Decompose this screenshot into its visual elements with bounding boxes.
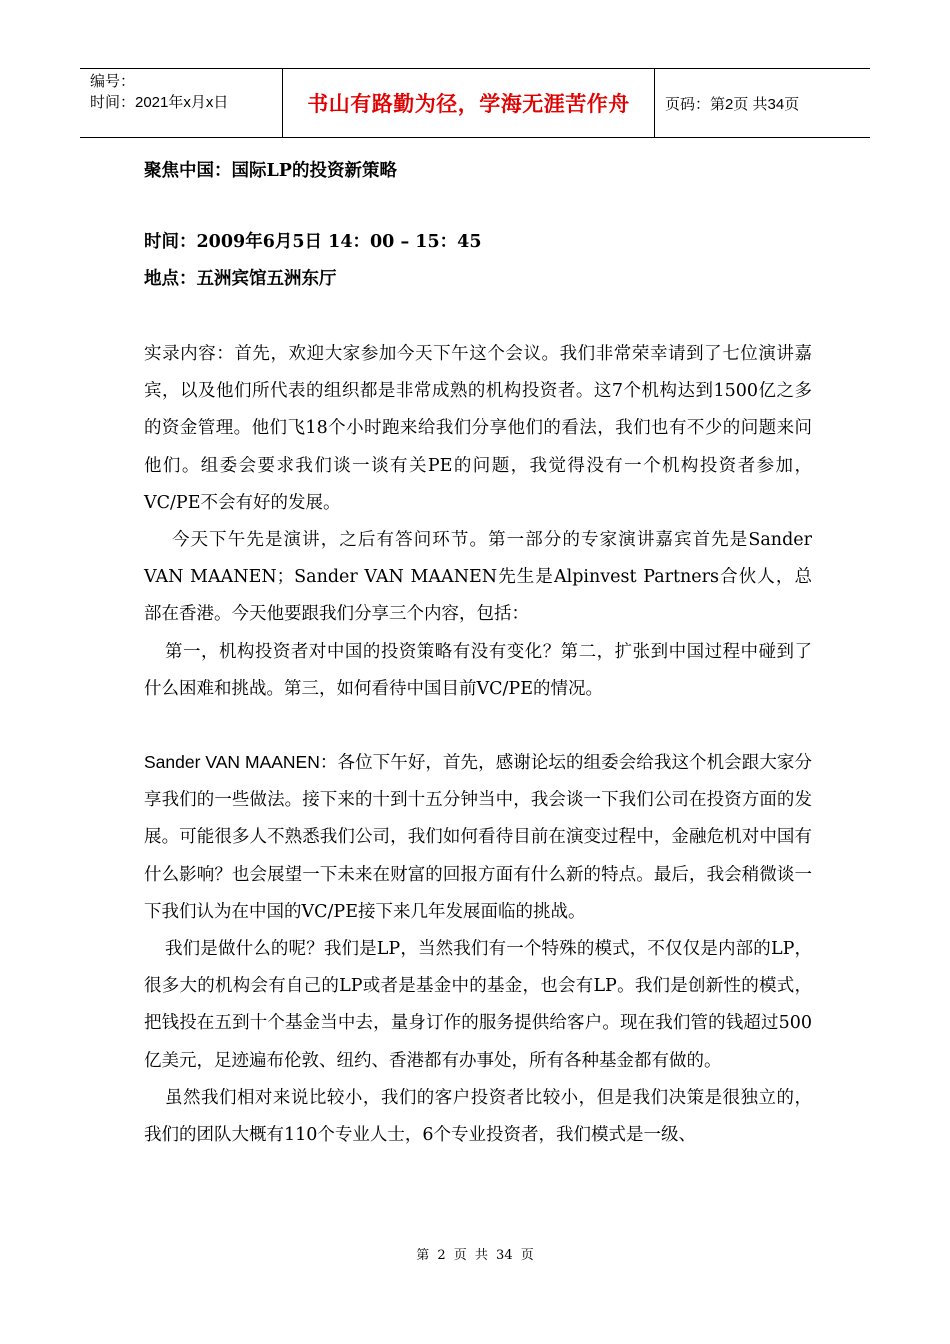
header-motto: 书山有路勤为径，学海无涯苦作舟 (282, 69, 655, 137)
header-info-cell (80, 69, 282, 137)
header-page-code: 页码：第2页 共34页 (665, 95, 800, 113)
number-label: 编号： (90, 73, 136, 90)
paragraph-agenda: 今天下午先是演讲，之后有答问环节。第一部分的专家演讲嘉宾首先是Sander VAN MAANEN；Sander VAN MAANEN先生是Alpinvest Partners合伙人，总部在香港。今天他要跟我们分享三个内容，包括： (144, 530, 812, 625)
speech-opening-text: 各位下午好，首先，感谢论坛的组委会给我这个机会跟大家分享我们的一些做法。接下来的十到十五分钟当中，我会谈一下我们公司在投资方面的发展。可能很多人不熟悉我们公司，我们如何看待目前在演变过程中，金融危机对中国有什么影响？也会展望一下未来在财富的回报方面有什么新的特点。最后，我会稍微谈一下我们认为在中国的VC/PE接下来几年发展面临的挑战。 (144, 753, 812, 922)
document-body (144, 152, 812, 1154)
page-header (80, 68, 870, 138)
paragraph-intro: 实录内容：首先，欢迎大家参加今天下午这个会议。我们非常荣幸请到了七位演讲嘉宾，以及他们所代表的组织都是非常成熟的机构投资者。这7个机构达到1500亿之多的资金管理。他们飞18个小时跑来给我们分享他们的看法，我们也有不少的问题来问他们。组委会要求我们谈一谈有关PE的问题，我觉得没有一个机构投资者参加，VC/PE不会有好的发展。 (144, 344, 812, 513)
date-line: 时间：2021年x月x日 (90, 94, 229, 111)
paragraph-team: 虽然我们相对来说比较小，我们的客户投资者比较小，但是我们决策是很独立的，我们的团队大概有110个专业人士，6个专业投资者，我们模式是一级、 (144, 1087, 812, 1146)
paragraph-who-we-are: 我们是做什么的呢？我们是LP，当然我们有一个特殊的模式，不仅仅是内部的LP，很多大的机构会有自己的LP或者是基金中的基金，也会有LP。我们是创新性的模式，把钱投在五到十个基金当中去，量身订作的服务提供给客户。现在我们管的钱超过500亿美元，足迹遍布伦敦、纽约、香港都有办事处，所有各种基金都有做的。 (144, 939, 812, 1071)
event-location: 地点：五洲宾馆五洲东厅 (144, 269, 337, 289)
page-footer: 第 2 页 共 34 页 (416, 1248, 534, 1263)
paragraph-topics: 第一，机构投资者对中国的投资策略有没有变化？第二，扩张到中国过程中碰到了什么困难和挑战。第三，如何看待中国目前VC/PE的情况。 (144, 641, 812, 699)
document-title: 聚焦中国：国际LP的投资新策略 (144, 161, 397, 181)
event-time: 时间：2009年6月5日 14：00 – 15：45 (144, 232, 482, 252)
speaker-name: Sander VAN MAANEN： (144, 752, 338, 773)
paragraph-speech-opening (144, 744, 812, 931)
